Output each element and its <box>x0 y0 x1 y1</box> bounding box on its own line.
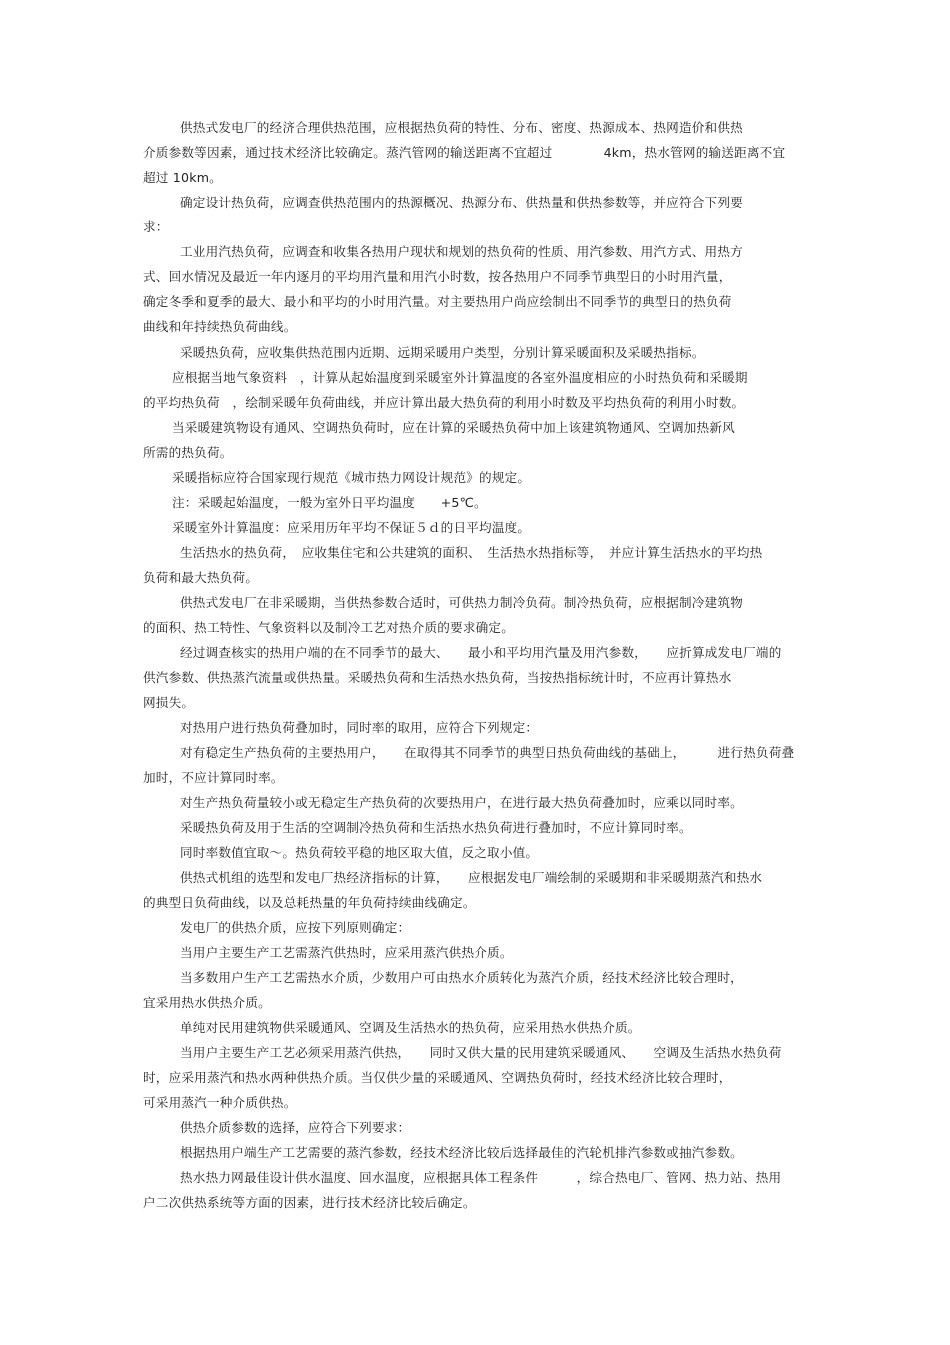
text-line: 根据热用户端生产工艺需要的蒸汽参数，经技术经济比较后选择最佳的汽轮机排汽参数或抽汽参数。 <box>180 1145 743 1160</box>
text-line: 供热介质参数的选择，应符合下列要求： <box>180 1120 411 1135</box>
text-line: 热水热力网最佳设计供水温度、回水温度，应根据具体工程条件 ，综合热电厂、管网、热力站、热用 <box>180 1170 782 1185</box>
text-line: 超过 10km。 <box>143 170 222 185</box>
text-line: 求： <box>143 219 169 234</box>
text-line: 当用户主要生产工艺需蒸汽供热时，应采用蒸汽供热介质。 <box>180 945 513 960</box>
text-line: 的面积、热工特性、气象资料以及制冷工艺对热介质的要求确定。 <box>143 620 515 635</box>
text-line: 供热式机组的选型和发电厂热经济指标的计算， 应根据发电厂端绘制的采暖期和非采暖期蒸汽和热水 <box>180 870 763 885</box>
text-line: 介质参数等因素，通过技术经济比较确定。蒸汽管网的输送距离不宜超过 4km，热水管网的输送距离不宜 <box>143 145 786 160</box>
text-line: 注：采暖起始温度，一般为室外日平均温度 +5℃。 <box>172 495 487 510</box>
text-line: 发电厂的供热介质，应按下列原则确定： <box>180 920 411 935</box>
text-line: 所需的热负荷。 <box>143 445 233 460</box>
text-line: 可采用蒸汽一种介质供热。 <box>143 1095 297 1110</box>
text-line: 负荷和最大热负荷。 <box>143 570 259 585</box>
text-line: 当用户主要生产工艺必须采用蒸汽供热， 同时又供大量的民用建筑采暖通风、 空调及生活热水热负荷 <box>180 1045 782 1060</box>
text-line: 确定设计热负荷，应调查供热范围内的热源概况、热源分布、供热量和供热参数等，并应符合下列要 <box>180 195 743 210</box>
text-line: 工业用汽热负荷，应调查和收集各热用户现状和规划的热负荷的性质、用汽参数、用汽方式、用热方 <box>180 244 743 259</box>
text-line: 户二次供热系统等方面的因素，进行技术经济比较后确定。 <box>143 1195 476 1210</box>
text-line: 当采暖建筑物设有通风、空调热负荷时，应在计算的采暖热负荷中加上该建筑物通风、空调加热新风 <box>172 420 735 435</box>
text-line: 采暖热负荷及用于生活的空调制冷热负荷和生活热水热负荷进行叠加时，不应计算同时率。 <box>180 820 692 835</box>
text-line: 经过调查核实的热用户端的在不同季节的最大、 最小和平均用汽量及用汽参数， 应折算成发电厂端的 <box>180 645 782 660</box>
text-line: 供热式发电厂在非采暖期，当供热参数合适时，可供热力制冷负荷。制冷热负荷，应根据制冷建筑物 <box>180 595 743 610</box>
text-line: 的平均热负荷 ，绘制采暖年负荷曲线，并应计算出最大热负荷的利用小时数及平均热负荷的利用小时数。 <box>143 395 745 410</box>
text-line: 采暖室外计算温度：应采用历年平均不保证５ｄ的日平均温度。 <box>172 520 531 535</box>
text-line: 供热式发电厂的经济合理供热范围，应根据热负荷的特性、分布、密度、热源成本、热网造价和供热 <box>180 120 743 135</box>
text-line: 对热用户进行热负荷叠加时，同时率的取用，应符合下列规定： <box>180 720 539 735</box>
text-line: 供汽参数、供热蒸汽流量或供热量。采暖热负荷和生活热水热负荷，当按热指标统计时，不应再计算热水 <box>143 670 732 685</box>
text-line: 的典型日负荷曲线，以及总耗热量的年负荷持续曲线确定。 <box>143 895 476 910</box>
text-line: 曲线和年持续热负荷曲线。 <box>143 319 297 334</box>
text-line: 宜采用热水供热介质。 <box>143 995 271 1010</box>
text-line: 对生产热负荷量较小或无稳定生产热负荷的次要热用户，在进行最大热负荷叠加时，应乘以同时率。 <box>180 795 743 810</box>
text-line: 式、回水情况及最近一年内逐月的平均用汽量和用汽小时数，按各热用户不同季节典型日的小时用汽量， <box>143 269 732 284</box>
text-line: 单纯对民用建筑物供采暖通风、空调及生活热水的热负荷，应采用热水供热介质。 <box>180 1020 641 1035</box>
text-line: 采暖指标应符合国家现行规范《城市热力网设计规范》的规定。 <box>172 470 531 485</box>
text-line: 网损失。 <box>143 695 195 710</box>
text-line: 应根据当地气象资料 ，计算从起始温度到采暖室外计算温度的各室外温度相应的小时热负荷和采暖期 <box>172 370 748 385</box>
text-line: 确定冬季和夏季的最大、最小和平均的小时用汽量。对主要热用户尚应绘制出不同季节的典型日的热负荷 <box>143 294 732 309</box>
text-line: 当多数用户生产工艺需热水介质，少数用户可由热水介质转化为蒸汽介质，经技术经济比较合理时， <box>180 970 743 985</box>
text-line: 采暖热负荷，应收集供热范围内近期、远期采暖用户类型，分别计算采暖面积及采暖热指标。 <box>180 345 705 360</box>
text-line: 加时，不应计算同时率。 <box>143 770 284 785</box>
text-line: 时，应采用蒸汽和热水两种供热介质。当仅供少量的采暖通风、空调热负荷时，经技术经济比较合理时， <box>143 1070 732 1085</box>
text-line: 同时率数值宜取～。热负荷较平稳的地区取大值，反之取小值。 <box>180 845 539 860</box>
text-line: 生活热水的热负荷， 应收集住宅和公共建筑的面积、 生活热水热指标等， 并应计算生活热水的平均热 <box>180 545 763 560</box>
text-line: 对有稳定生产热负荷的主要热用户， 在取得其不同季节的典型日热负荷曲线的基础上， 进行热负荷叠 <box>180 745 795 760</box>
